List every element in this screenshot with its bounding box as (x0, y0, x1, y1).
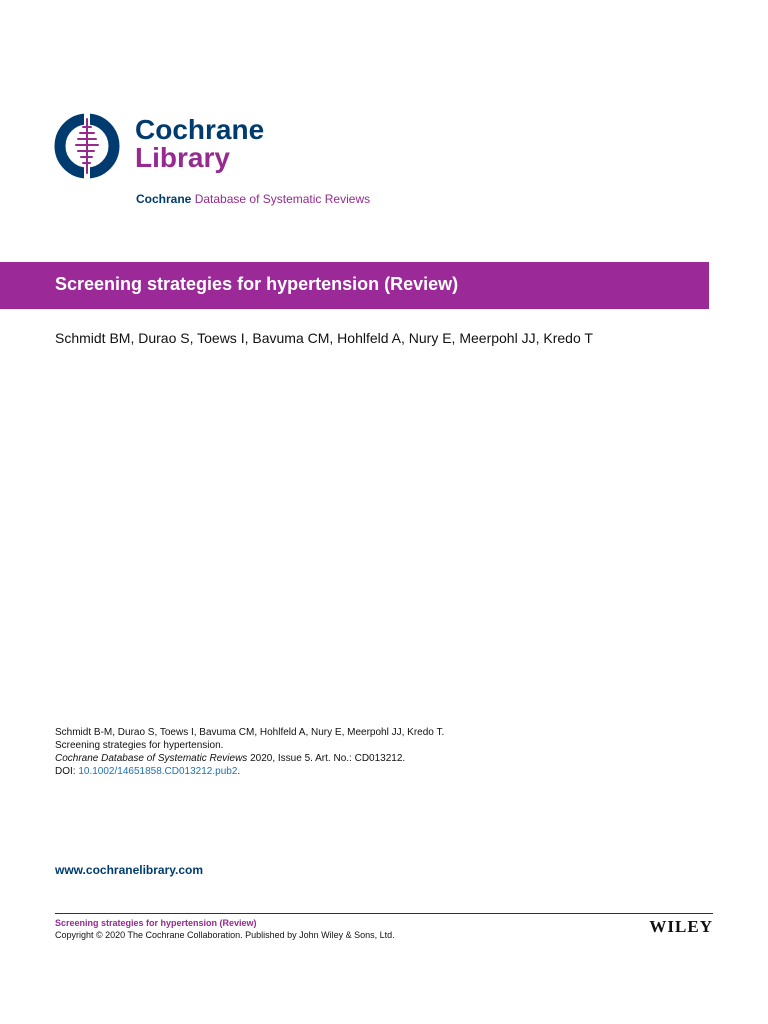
title-banner (0, 262, 709, 309)
citation-doi (55, 765, 444, 778)
review-title: Screening strategies for hypertension (Review) (55, 274, 459, 294)
doi-label: DOI: (55, 766, 79, 777)
database-subheading (136, 192, 370, 206)
subhead-database: Database of Systematic Reviews (194, 192, 371, 206)
logo-wordmark (135, 116, 264, 172)
citation-journal: Cochrane Database of Systematic Reviews (55, 753, 248, 764)
footer-title: Screening strategies for hypertension (Review) (55, 918, 257, 928)
subhead-brand: Cochrane (136, 192, 192, 206)
author-list: Schmidt BM, Durao S, Toews I, Bavuma CM, Hohlfeld A, Nury E, Meerpohl JJ, Kredo T (55, 330, 593, 346)
logo-wordmark-cochrane: Cochrane (135, 114, 265, 145)
website-link[interactable]: www.cochranelibrary.com (55, 863, 204, 877)
footer-divider (55, 913, 713, 914)
footer-copyright: Copyright © 2020 The Cochrane Collaboration. Published by John Wiley & Sons, Ltd. (55, 930, 395, 940)
citation-title: Screening strategies for hypertension. (55, 740, 224, 751)
doi-link[interactable]: 10.1002/14651858.CD013212.pub2 (78, 766, 238, 777)
citation-source (55, 752, 444, 765)
citation-block (55, 726, 444, 778)
doi-suffix: . (237, 766, 241, 777)
citation-issue: 2020, Issue 5. Art. No.: CD013212. (247, 753, 406, 764)
citation-authors: Schmidt B-M, Durao S, Toews I, Bavuma CM, Hohlfeld A, Nury E, Meerpohl JJ, Kredo T. (55, 727, 445, 738)
logo-wordmark-library: Library (135, 142, 230, 173)
cochrane-logo-icon (54, 113, 122, 179)
publisher-logo: WILEY (649, 917, 713, 936)
